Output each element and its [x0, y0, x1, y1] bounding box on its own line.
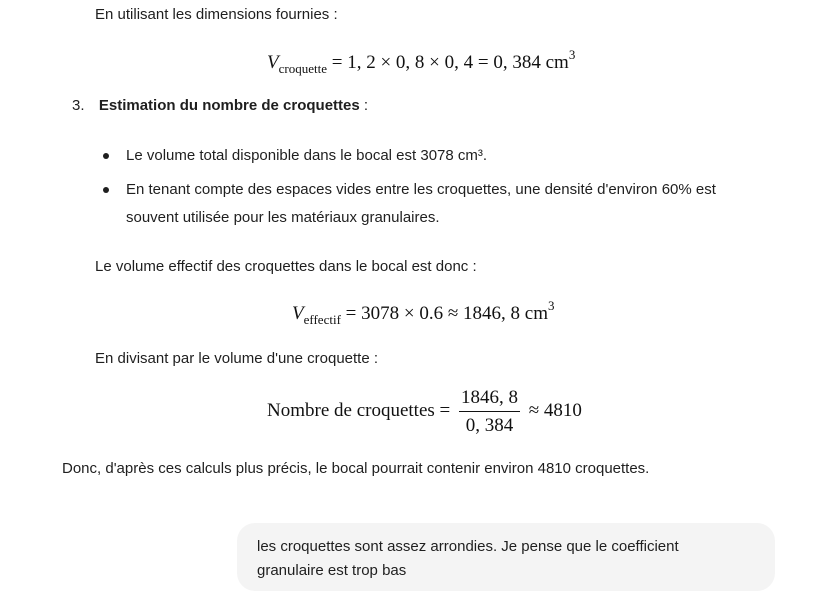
- fraction-denominator: 0, 384: [465, 415, 514, 436]
- bullet-item-volume: Le volume total disponible dans le bocal est 3078 cm³.: [126, 147, 488, 164]
- bullet-dot: [103, 187, 109, 193]
- bullet-item-density-line2: souvent utilisée pour les matériaux granulaires.: [126, 209, 440, 226]
- user-message-text: [257, 535, 757, 583]
- step-3-heading: [72, 96, 368, 116]
- formula-effective-var: V: [292, 303, 304, 324]
- formula-effective-sub: effectif: [303, 312, 341, 327]
- divide-intro-text: En divisant par le volume d'une croquette :: [95, 350, 379, 367]
- formula-volume-sub: croquette: [278, 61, 327, 76]
- effective-intro-text: Le volume effectif des croquettes dans le bocal est donc :: [95, 258, 477, 275]
- formula-count-fraction: [459, 388, 520, 435]
- formula-volume-expr: = 1, 2 × 0, 8 × 0, 4 = 0, 384 cm: [331, 52, 569, 73]
- user-message-line2: granulaire est trop bas: [257, 562, 407, 579]
- formula-volume-var: V: [267, 52, 279, 73]
- bullet-dot: [103, 153, 109, 159]
- formula-volume-croquette: [267, 48, 575, 75]
- step-3-number: 3.: [72, 97, 85, 114]
- formula-effective-sup: 3: [547, 298, 555, 313]
- step-3-colon: :: [359, 97, 369, 114]
- formula-volume-effectif: [292, 299, 554, 326]
- formula-volume-sup: 3: [568, 47, 576, 62]
- user-message-line1: les croquettes sont assez arrondies. Je pense que le coefficient: [257, 538, 679, 555]
- formula-count-result: ≈ 4810: [528, 399, 582, 421]
- formula-count-label: Nombre de croquettes =: [267, 399, 451, 421]
- formula-effective-expr: = 3078 × 0.6 ≈ 1846, 8 cm: [345, 303, 548, 324]
- bullet-item-density-line1: En tenant compte des espaces vides entre les croquettes, une densité d'environ 60% est: [126, 181, 716, 198]
- fraction-numerator: 1846, 8: [459, 388, 520, 412]
- user-message-bubble: [237, 523, 775, 591]
- intro-text: En utilisant les dimensions fournies :: [95, 6, 338, 23]
- step-3-title: Estimation du nombre de croquettes: [98, 97, 360, 114]
- conclusion-text: Donc, d'après ces calculs plus précis, le bocal pourrait contenir environ 4810 croquettes.: [62, 460, 650, 477]
- formula-count: [267, 388, 582, 435]
